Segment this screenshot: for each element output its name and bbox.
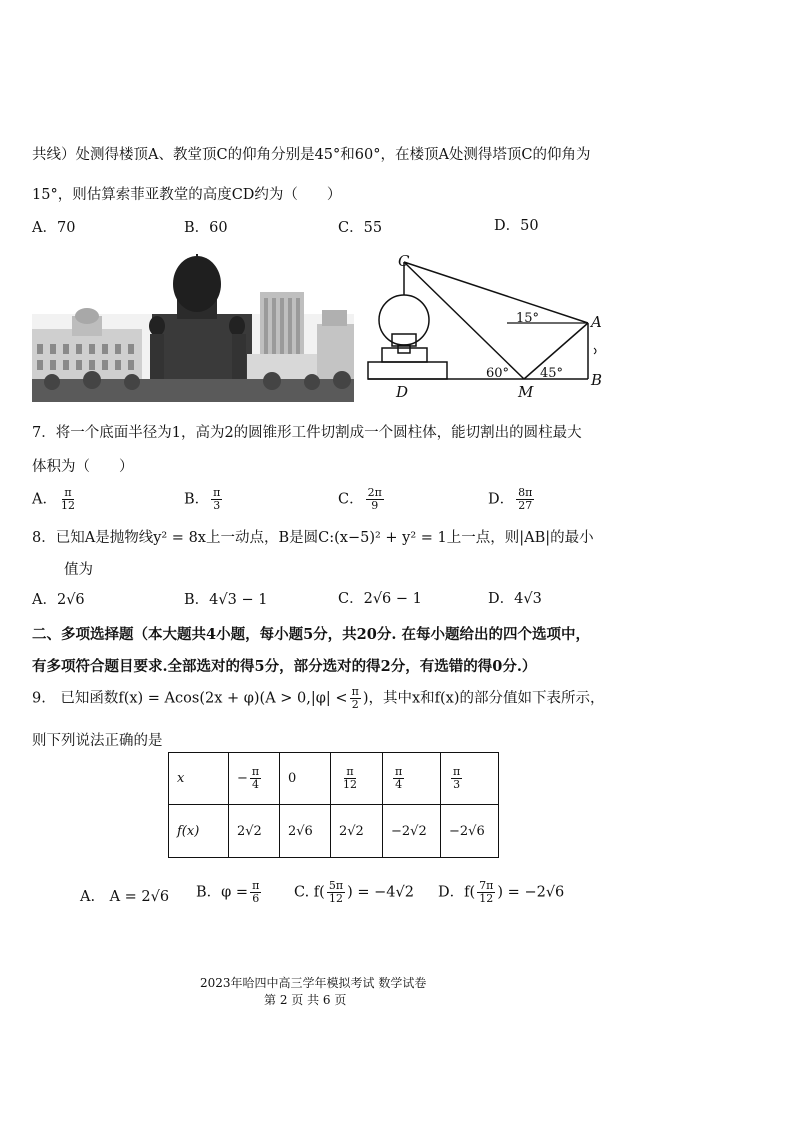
table-cell: $\frac{\pi}{12}$	[331, 753, 383, 805]
table-header-x: x	[169, 753, 229, 805]
q8-option-b: B．4√3 − 1	[184, 592, 268, 608]
q6-option-a: A．70	[32, 220, 76, 236]
angle-15: 15°	[516, 311, 540, 326]
q7-option-a: A． $\frac{\pi}{12}$	[32, 486, 75, 512]
tower-base	[368, 362, 447, 379]
q7-option-b: B． $\frac{\pi}{3}$	[184, 486, 221, 512]
footer-page-number: 第 2 页 共 6 页	[264, 993, 347, 1007]
tower-tier-middle	[382, 348, 427, 362]
q6-option-d: D．50	[494, 218, 539, 234]
q8-option-c: C．2√6 − 1	[338, 591, 422, 607]
table-cell: −2√6	[441, 805, 499, 858]
table-row	[169, 753, 499, 805]
label-b: B	[591, 371, 603, 389]
label-a: A	[591, 313, 602, 331]
q9-option-b: B．φ = $\frac{\pi}{6}$	[196, 879, 260, 905]
q7-text-line2: 体积为（ ）	[32, 459, 134, 475]
q8-option-d: D．4√3	[488, 591, 542, 607]
cathedral-photo	[32, 254, 354, 402]
tower-dome	[379, 295, 429, 345]
q7-option-d: D． $\frac{8\pi}{27}$	[488, 486, 533, 512]
q9-value-table	[168, 752, 499, 858]
q9-text-line1: 9. 已知函数f(x) = Acos(2x + φ)(A > 0,|φ| < $\frac{\pi}{2}$ )，其中x和f(x)的部分值如下表所示，	[32, 685, 605, 711]
margin-mark	[594, 348, 596, 354]
section2-heading-line2: 有多项符合题目要求.全部选对的得5分，部分选对的得2分，有选错的得0分.）	[32, 658, 537, 675]
table-cell: − $\frac{\pi}{4}$	[229, 753, 280, 805]
table-cell: 2√2	[229, 805, 280, 858]
q6-option-b: B．60	[184, 220, 228, 236]
q6-text-line1: 共线）处测得楼顶A、教堂顶C的仰角分别是45°和60°，在楼顶A处测得塔顶C的仰角为	[32, 147, 591, 163]
q8-text-line1: 8．已知A是抛物线y² = 8x上一动点，B是圆C:(x−5)² + y² = 1上一点，则|AB|的最小	[32, 530, 594, 546]
footer-exam-title: 2023年哈四中高三学年模拟考试 数学试卷	[200, 976, 427, 990]
table-cell: $\frac{\pi}{3}$	[441, 753, 499, 805]
q9-option-c: C. f( $\frac{5\pi}{12}$ ) = −4√2	[294, 879, 414, 905]
q9-text-line2: 则下列说法正确的是	[32, 733, 163, 749]
table-cell: 2√2	[331, 805, 383, 858]
q8-text-line2: 值为	[64, 562, 93, 578]
q7-option-c: C． $\frac{2\pi}{9}$	[338, 486, 382, 512]
table-header-fx: f(x)	[169, 805, 229, 858]
table-row	[169, 805, 499, 858]
q9-option-d: D．f( $\frac{7\pi}{12}$ ) = −2√6	[438, 879, 565, 905]
q8-option-a: A．2√6	[32, 592, 85, 608]
table-cell: $\frac{\pi}{4}$	[383, 753, 441, 805]
table-cell: 0	[280, 753, 331, 805]
label-m: M	[518, 383, 534, 400]
line-ca	[404, 262, 588, 323]
section2-heading-line1: 二、多项选择题（本大题共4小题，每小题5分，共20分. 在每小题给出的四个选项中，	[32, 626, 590, 643]
q6-option-c: C．55	[338, 220, 383, 236]
q9-option-a: A. A = 2√6	[80, 889, 170, 905]
angle-45: 45°	[540, 366, 564, 381]
q6-text-line2: 15°，则估算索菲亚教堂的高度CD约为（ ）	[32, 187, 342, 203]
angle-60: 60°	[486, 366, 510, 381]
q7-text-line1: 7．将一个底面半径为1，高为2的圆锥形工件切割成一个圆柱体，能切割出的圆柱最大	[32, 425, 582, 441]
table-cell: −2√2	[383, 805, 441, 858]
table-cell: 2√6	[280, 805, 331, 858]
label-d: D	[396, 383, 409, 400]
geometry-diagram	[362, 250, 622, 400]
label-c: C	[398, 252, 410, 270]
